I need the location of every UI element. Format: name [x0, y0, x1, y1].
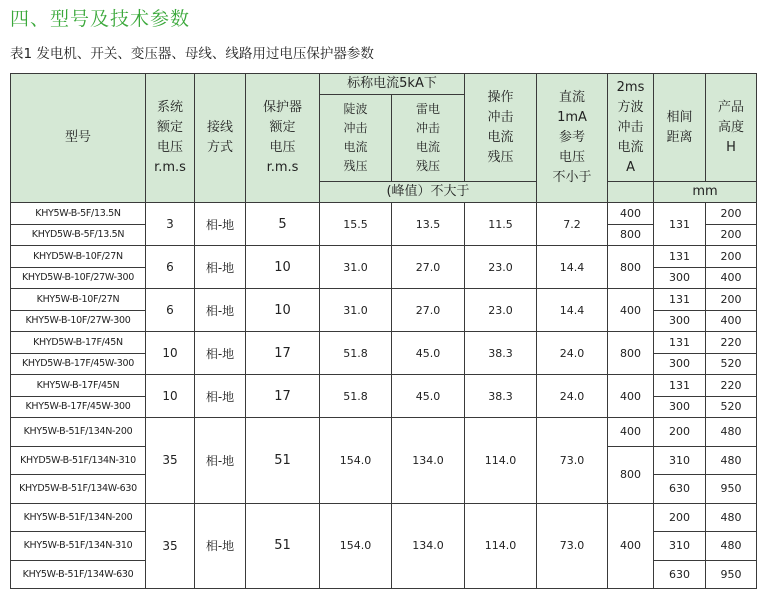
height-cell: 480: [706, 418, 757, 447]
switching-cell: 114.0: [465, 503, 537, 589]
phase-distance-cell: 630: [654, 475, 706, 504]
dc-reference-cell: 73.0: [537, 418, 608, 504]
dc-reference-cell: 73.0: [537, 503, 608, 589]
system-voltage-cell: 35: [146, 418, 195, 504]
dc-reference-cell: 14.4: [537, 246, 608, 289]
header-residual-group: 标称电流5kA下: [320, 74, 465, 95]
table-row: [11, 289, 757, 311]
lightning-cell: 27.0: [392, 289, 465, 332]
height-cell: 480: [706, 503, 757, 532]
header-system-voltage: 系统 额定 电压 r.m.s: [146, 74, 195, 203]
steep-wave-cell: 31.0: [320, 289, 392, 332]
dc-reference-cell: 7.2: [537, 203, 608, 246]
model-cell: KHY5W-B-51F/134N-310: [11, 532, 146, 561]
steep-wave-cell: 154.0: [320, 418, 392, 504]
height-cell: 480: [706, 446, 757, 475]
table-row: [11, 332, 757, 354]
wiring-cell: 相-地: [195, 332, 246, 375]
height-cell: 400: [706, 267, 757, 289]
square-wave-cell: 800: [608, 446, 654, 503]
model-cell: KHYD5W-B-17F/45W-300: [11, 353, 146, 375]
phase-distance-cell: 300: [654, 310, 706, 332]
phase-distance-cell: 131: [654, 289, 706, 311]
model-cell: KHY5W-B-17F/45W-300: [11, 396, 146, 418]
model-cell: KHY5W-B-17F/45N: [11, 375, 146, 397]
lightning-cell: 27.0: [392, 246, 465, 289]
phase-distance-cell: 131: [654, 332, 706, 354]
section-title: 四、型号及技术参数: [10, 8, 191, 30]
square-wave-cell: 800: [608, 332, 654, 375]
protector-voltage-cell: 10: [246, 246, 320, 289]
switching-cell: 114.0: [465, 418, 537, 504]
model-cell: KHYD5W-B-10F/27W-300: [11, 267, 146, 289]
model-cell: KHY5W-B-51F/134W-630: [11, 560, 146, 589]
steep-wave-cell: 51.8: [320, 375, 392, 418]
wiring-cell: 相-地: [195, 375, 246, 418]
table-row: [11, 503, 757, 532]
wiring-cell: 相-地: [195, 246, 246, 289]
phase-distance-cell: 131: [654, 375, 706, 397]
header-mm-unit: mm: [654, 182, 757, 203]
switching-cell: 38.3: [465, 375, 537, 418]
phase-distance-cell: 200: [654, 503, 706, 532]
height-cell: 200: [706, 289, 757, 311]
wiring-cell: 相-地: [195, 418, 246, 504]
system-voltage-cell: 35: [146, 503, 195, 589]
switching-cell: 38.3: [465, 332, 537, 375]
wiring-cell: 相-地: [195, 503, 246, 589]
protector-voltage-cell: 51: [246, 503, 320, 589]
phase-distance-cell: 310: [654, 532, 706, 561]
table-row: [11, 418, 757, 447]
model-cell: KHY5W-B-51F/134N-200: [11, 418, 146, 447]
table-row: [11, 246, 757, 268]
table-row: [11, 375, 757, 397]
phase-distance-cell: 131: [654, 246, 706, 268]
height-cell: 200: [706, 224, 757, 246]
model-cell: KHYD5W-B-51F/134N-310: [11, 446, 146, 475]
wiring-cell: 相-地: [195, 203, 246, 246]
header-lightning: 雷电 冲击 电流 残压: [392, 95, 465, 182]
phase-distance-cell: 310: [654, 446, 706, 475]
dc-reference-cell: 24.0: [537, 332, 608, 375]
phase-distance-cell: 131: [654, 203, 706, 246]
protector-voltage-cell: 5: [246, 203, 320, 246]
height-cell: 520: [706, 353, 757, 375]
dc-reference-cell: 24.0: [537, 375, 608, 418]
header-square-wave: 2ms 方波 冲击 电流 A: [608, 74, 654, 182]
header-protector-voltage: 保护器 额定 电压 r.m.s: [246, 74, 320, 203]
protector-voltage-cell: 17: [246, 332, 320, 375]
system-voltage-cell: 6: [146, 289, 195, 332]
square-wave-cell: 400: [608, 203, 654, 225]
steep-wave-cell: 51.8: [320, 332, 392, 375]
model-cell: KHYD5W-B-17F/45N: [11, 332, 146, 354]
protector-voltage-cell: 17: [246, 375, 320, 418]
square-wave-cell: 400: [608, 503, 654, 589]
phase-distance-cell: 200: [654, 418, 706, 447]
height-cell: 220: [706, 375, 757, 397]
height-cell: 480: [706, 532, 757, 561]
lightning-cell: 134.0: [392, 418, 465, 504]
lightning-cell: 13.5: [392, 203, 465, 246]
height-cell: 950: [706, 560, 757, 589]
system-voltage-cell: 10: [146, 375, 195, 418]
header-phase-distance: 相间 距离: [654, 74, 706, 182]
phase-distance-cell: 630: [654, 560, 706, 589]
system-voltage-cell: 10: [146, 332, 195, 375]
protector-voltage-cell: 10: [246, 289, 320, 332]
height-cell: 200: [706, 203, 757, 225]
system-voltage-cell: 3: [146, 203, 195, 246]
switching-cell: 23.0: [465, 246, 537, 289]
header-dc-reference: 直流 1mA 参考 电压 不小于: [537, 74, 608, 203]
header-model: 型号: [11, 74, 146, 203]
phase-distance-cell: 300: [654, 353, 706, 375]
phase-distance-cell: 300: [654, 396, 706, 418]
protector-voltage-cell: 51: [246, 418, 320, 504]
model-cell: KHY5W-B-5F/13.5N: [11, 203, 146, 225]
lightning-cell: 45.0: [392, 375, 465, 418]
header-wiring: 接线 方式: [195, 74, 246, 203]
square-wave-cell: 800: [608, 224, 654, 246]
spec-table: [10, 73, 757, 589]
header-square-wave-end: [608, 182, 654, 203]
system-voltage-cell: 6: [146, 246, 195, 289]
model-cell: KHY5W-B-51F/134N-200: [11, 503, 146, 532]
table-caption: 表1 发电机、开关、变压器、母线、线路用过电压保护器参数: [10, 46, 374, 62]
model-cell: KHYD5W-B-10F/27N: [11, 246, 146, 268]
height-cell: 950: [706, 475, 757, 504]
square-wave-cell: 400: [608, 289, 654, 332]
height-cell: 400: [706, 310, 757, 332]
header-switching: 操作 冲击 电流 残压: [465, 74, 537, 182]
model-cell: KHY5W-B-10F/27W-300: [11, 310, 146, 332]
square-wave-cell: 400: [608, 375, 654, 418]
square-wave-cell: 800: [608, 246, 654, 289]
height-cell: 200: [706, 246, 757, 268]
lightning-cell: 45.0: [392, 332, 465, 375]
switching-cell: 11.5: [465, 203, 537, 246]
square-wave-cell: 400: [608, 418, 654, 447]
height-cell: 220: [706, 332, 757, 354]
model-cell: KHYD5W-B-5F/13.5N: [11, 224, 146, 246]
header-peak-note: (峰值）不大于: [320, 182, 537, 203]
lightning-cell: 134.0: [392, 503, 465, 589]
steep-wave-cell: 15.5: [320, 203, 392, 246]
header-height: 产品 高度 H: [706, 74, 757, 182]
model-cell: KHY5W-B-10F/27N: [11, 289, 146, 311]
steep-wave-cell: 154.0: [320, 503, 392, 589]
steep-wave-cell: 31.0: [320, 246, 392, 289]
wiring-cell: 相-地: [195, 289, 246, 332]
table-row: [11, 203, 757, 225]
dc-reference-cell: 14.4: [537, 289, 608, 332]
switching-cell: 23.0: [465, 289, 537, 332]
model-cell: KHYD5W-B-51F/134W-630: [11, 475, 146, 504]
phase-distance-cell: 300: [654, 267, 706, 289]
height-cell: 520: [706, 396, 757, 418]
header-steep-wave: 陡波 冲击 电流 残压: [320, 95, 392, 182]
